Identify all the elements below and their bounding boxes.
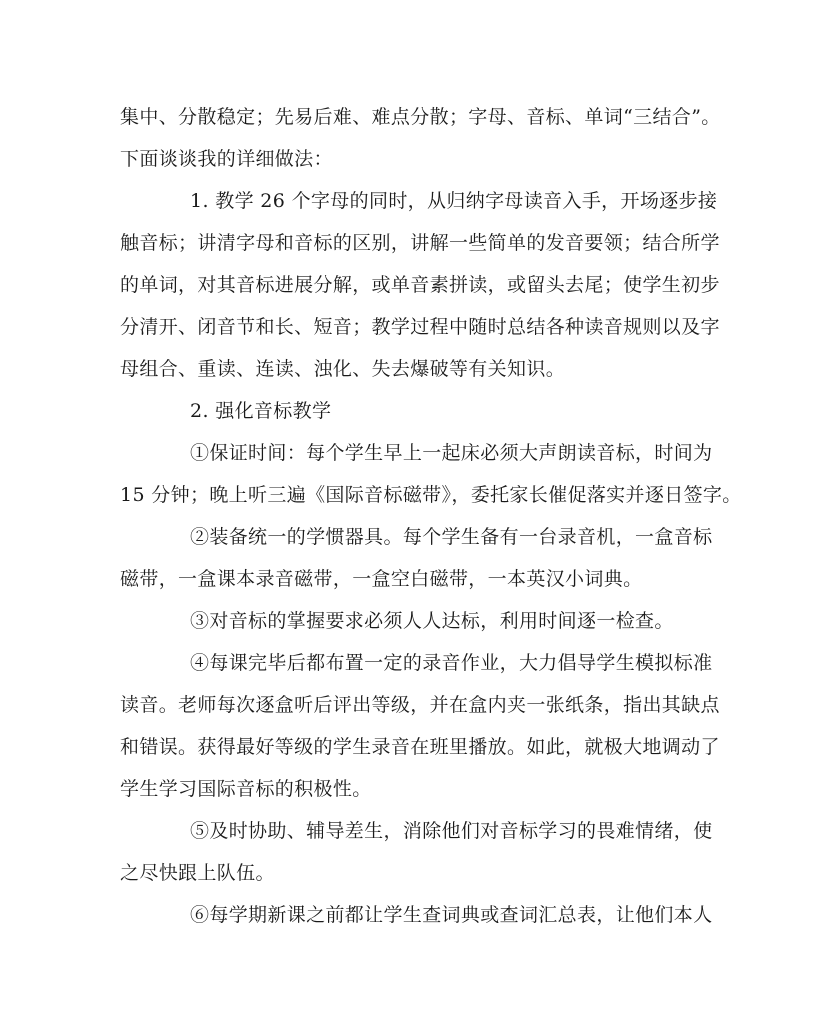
text-line: 磁带，一盒课本录音磁带，一盒空白磁带，一本英汉小词典。	[120, 568, 643, 590]
text-line: 集中、分散稳定；先易后难、难点分散；字母、音标、单词“三结合”。	[120, 106, 721, 128]
text-line: 读音。老师每次逐盒听后评出等级，并在盒内夹一张纸条，指出其缺点	[120, 694, 720, 716]
text-line: ③对音标的掌握要求必须人人达标，利用时间逐一检查。	[190, 610, 674, 632]
text-line: 分清开、闭音节和长、短音；教学过程中随时总结各种读音规则以及字	[120, 316, 720, 338]
text-line: 和错误。获得最好等级的学生录音在班里播放。如此，就极大地调动了	[120, 736, 720, 758]
text-line: ④每课完毕后都布置一定的录音作业，大力倡导学生模拟标准	[190, 652, 713, 674]
text-line: 的单词，对其音标进展分解，或单音素拼读，或留头去尾；使学生初步	[120, 274, 720, 296]
text-line: ①保证时间：每个学生早上一起床必须大声朗读音标，时间为	[190, 442, 713, 464]
text-line: 15 分钟；晚上听三遍《国际音标磁带》，委托家长催促落实并逐日签字。	[120, 484, 742, 506]
text-line: 1. 教学 26 个字母的同时，从归纳字母读音入手，开场逐步接	[190, 190, 718, 212]
text-line: ⑤及时协助、辅导差生，消除他们对音标学习的畏难情绪，使	[190, 820, 713, 842]
text-line: 2. 强化音标教学	[190, 400, 332, 422]
text-line: 母组合、重读、连读、浊化、失去爆破等有关知识。	[120, 358, 566, 380]
text-line: 触音标；讲清字母和音标的区别，讲解一些简单的发音要领；结合所学	[120, 232, 720, 254]
text-line: ⑥每学期新课之前都让学生查词典或查词汇总表，让他们本人	[190, 904, 713, 926]
text-line: ②装备统一的学惯器具。每个学生备有一台录音机，一盒音标	[190, 526, 713, 548]
text-line: 学生学习国际音标的积极性。	[120, 778, 372, 800]
text-line: 下面谈谈我的详细做法：	[120, 148, 333, 170]
text-line: 之尽快跟上队伍。	[120, 862, 275, 884]
